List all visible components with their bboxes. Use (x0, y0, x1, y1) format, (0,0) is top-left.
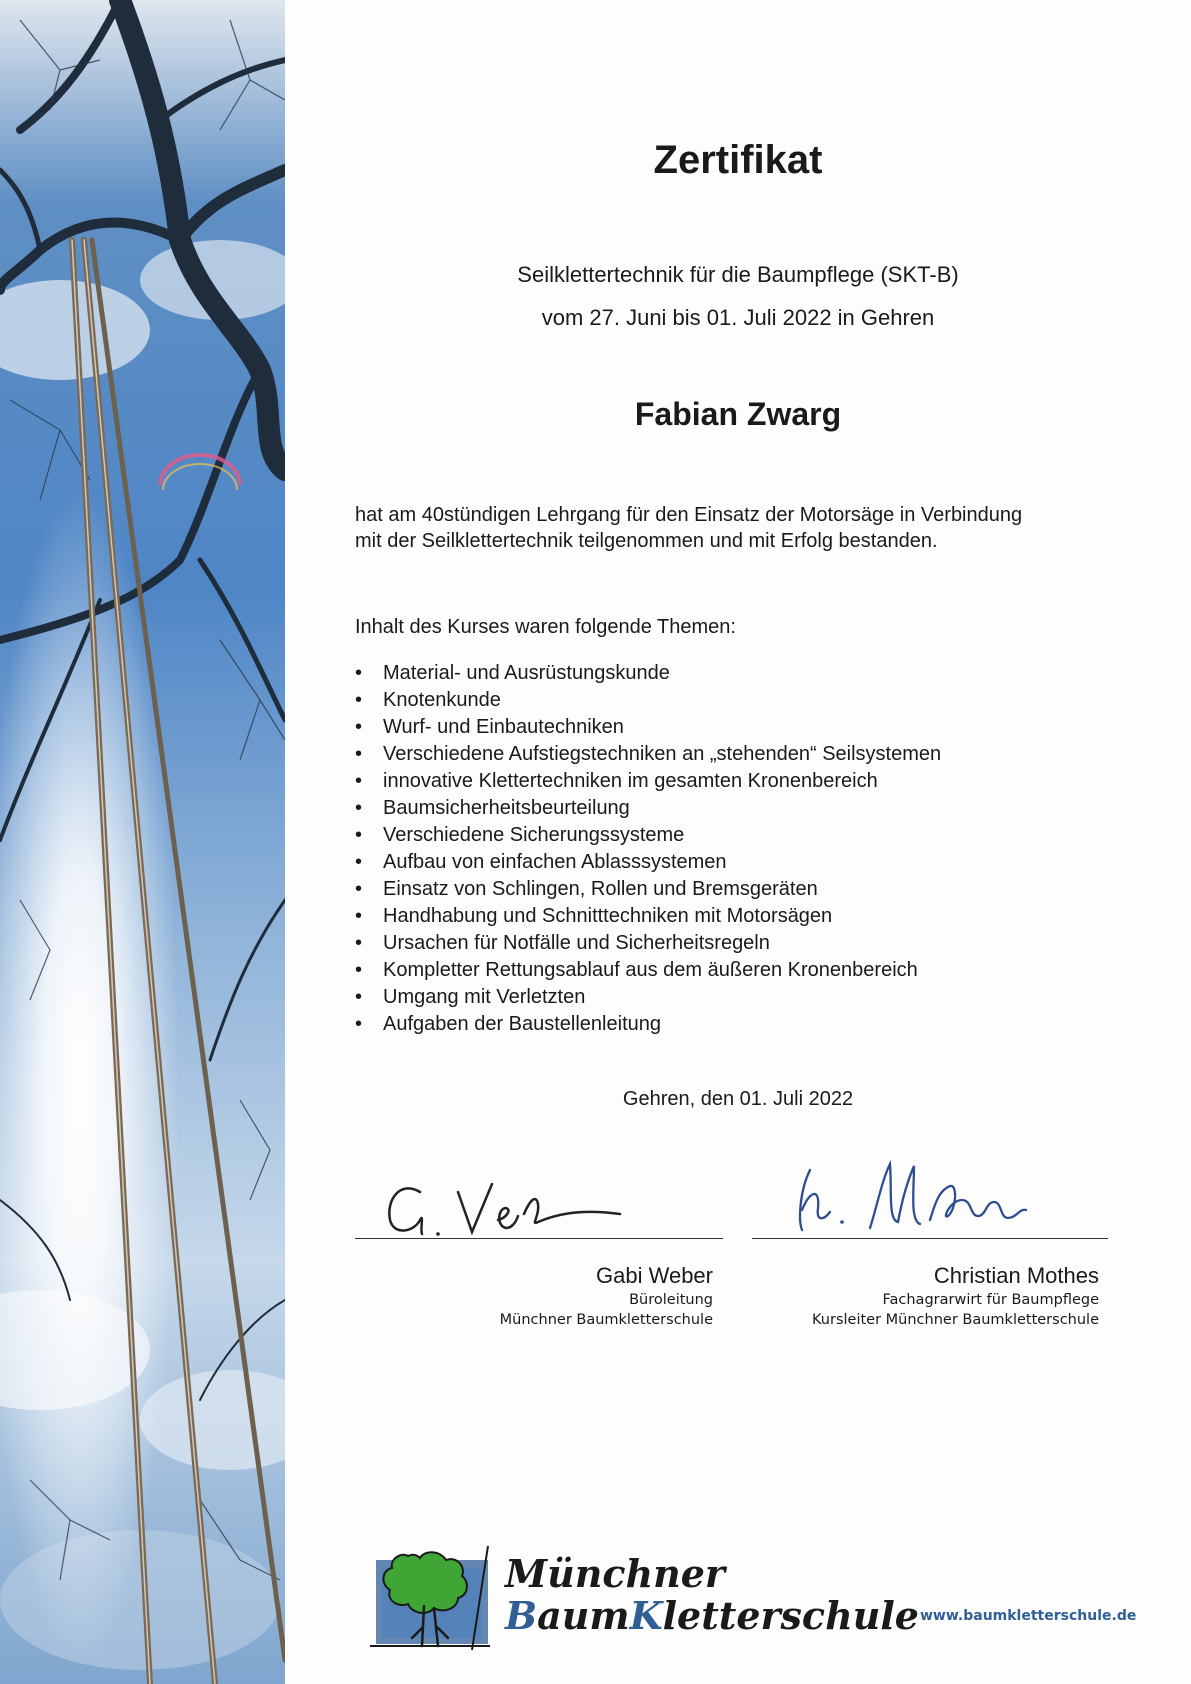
course-title: Seilklettertechnik für die Baumpflege (SKT-B) (517, 262, 959, 287)
list-item: • Aufbau von einfachen Ablasssystemen (355, 849, 941, 876)
list-item: • Verschiedene Aufstiegstechniken an „stehenden“ Seilsystemen (355, 741, 941, 768)
signature-mothes-icon (780, 1150, 1060, 1240)
course-dates: vom 27. Juni bis 01. Juli 2022 in Gehren (541, 305, 935, 330)
list-item: • Umgang mit Verletzten (355, 984, 941, 1011)
logo-line-2-text: aumKletterschule (537, 1593, 919, 1638)
signature-line-mothes (752, 1238, 1108, 1239)
logo-line-2: BaumKletterschule (505, 1593, 919, 1638)
list-item: • Verschiedene Sicherungssysteme (355, 822, 941, 849)
list-item: • Baumsicherheitsbeurteilung (355, 795, 941, 822)
list-item: • Ursachen für Notfälle und Sicherheitsregeln (355, 930, 941, 957)
signatory-name: Gabi Weber (596, 1263, 713, 1288)
list-item: • Einsatz von Schlingen, Rollen und Bremsgeräten (355, 876, 941, 903)
list-item: • Wurf- und Einbautechniken (355, 714, 941, 741)
signature-line-weber (355, 1238, 723, 1239)
signatory-name: Christian Mothes (933, 1263, 1099, 1288)
list-item: • Material- und Ausrüstungskunde (355, 660, 941, 687)
tree-logo-icon (368, 1538, 498, 1658)
tree-ropes-sky-photo-icon (0, 0, 285, 1684)
signatory-role: Fachagrarwirt für Baumpflege (882, 1292, 1099, 1308)
recipient-name: Fabian Zwarg (634, 396, 842, 432)
signatory-mothes (752, 1262, 1099, 1330)
statement (355, 502, 1115, 554)
logo-line-1: Münchner (505, 1551, 725, 1596)
signatory-weber (355, 1262, 713, 1330)
website-link[interactable]: www.baumkletterschule.de (920, 1608, 1137, 1624)
list-item: • Knotenkunde (355, 687, 941, 714)
sidebar-photo (0, 0, 285, 1684)
signature-weber-icon (380, 1170, 640, 1245)
list-item: • innovative Klettertechniken im gesamten Kronenbereich (355, 768, 941, 795)
list-item: • Handhabung und Schnitttechniken mit Motorsägen (355, 903, 941, 930)
statement-line-2: mit der Seilklettertechnik teilgenommen und mit Erfolg bestanden. (355, 530, 938, 552)
certificate-title: Zertifikat (653, 138, 823, 182)
place-date: Gehren, den 01. Juli 2022 (622, 1088, 854, 1110)
signatory-organization: Münchner Baumkletterschule (499, 1312, 713, 1328)
signatory-organization: Kursleiter Münchner Baumkletterschule (812, 1312, 1099, 1328)
topics-list (355, 660, 941, 1038)
list-item: • Kompletter Rettungsablauf aus dem äußeren Kronenbereich (355, 957, 941, 984)
list-item: • Aufgaben der Baustellenleitung (355, 1011, 941, 1038)
statement-line-1: hat am 40stündigen Lehrgang für den Einsatz der Motorsäge in Verbindung (355, 504, 1023, 526)
signatory-role: Büroleitung (629, 1292, 713, 1308)
topics-intro: Inhalt des Kurses waren folgende Themen: (355, 616, 736, 638)
